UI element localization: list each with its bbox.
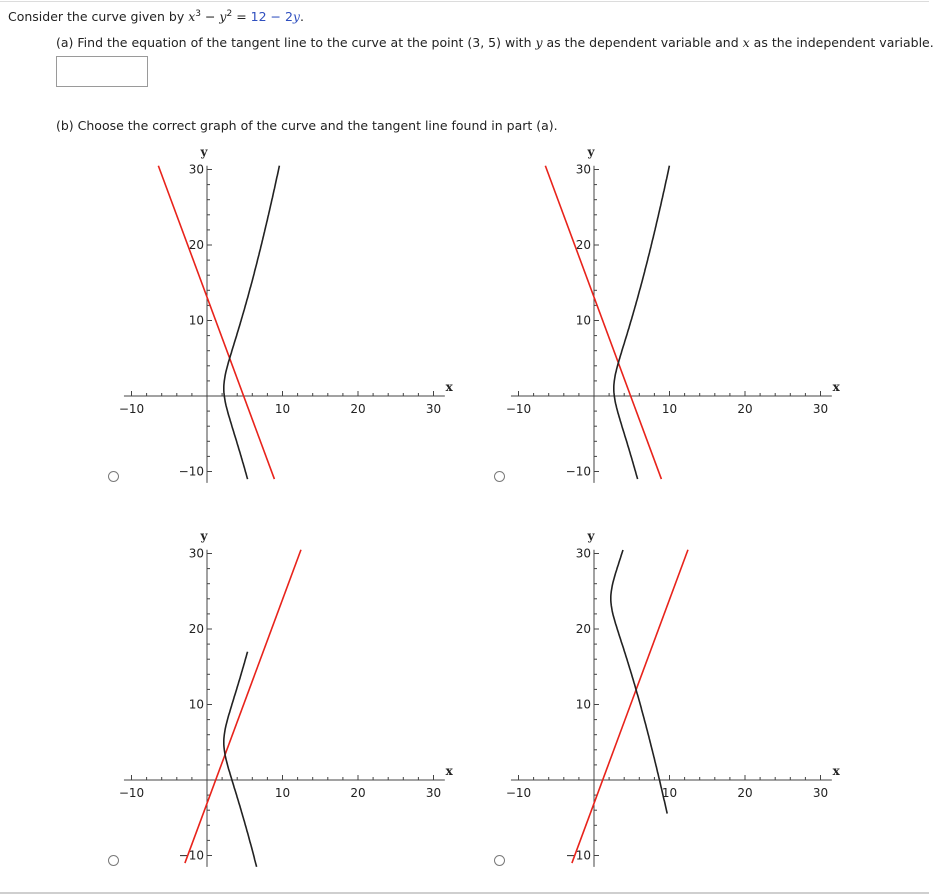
intro-minus: − [201,9,220,25]
option-a-x-tick-label: 10 [274,402,291,416]
intro-x-var: x [188,9,196,25]
option-d-x-tick-label: 20 [737,786,753,800]
option-b-x-tick-label: 10 [661,402,678,416]
option-b-x-tick-label: 30 [812,402,829,416]
part-b-prompt: (b) Choose the correct graph of the curve and the tangent line found in part (a). [56,118,558,133]
option-c-x-tick-label: −10 [118,786,145,800]
option-b-curve [614,166,670,479]
intro-rhs-var: y [292,9,300,25]
option-b-y-tick-label: 30 [575,162,591,177]
option-d-y-tick-label: 30 [575,546,591,561]
option-d-svg [497,522,840,867]
option-b-graph [497,138,840,483]
option-c-x-tick-label: 10 [274,786,291,800]
option-d-x-tick-label: 30 [812,786,829,800]
option-a-svg [110,138,453,483]
part-a-suffix: as the independent variable. [749,35,934,50]
option-c-y-tick-label: 30 [188,546,204,561]
intro-text: Consider the curve given by [8,9,189,25]
part-a-mid: as the dependent variable and [542,35,743,50]
option-c-x-tick-label: 20 [350,786,366,800]
option-a-y-tick-label: 20 [188,238,204,252]
intro-rhs: 12 − 2 [250,9,293,25]
option-a-y-tick-label: −10 [178,464,204,479]
option-a-x-tick-label: 20 [350,402,366,416]
option-d-y-axis-name: y [587,528,595,543]
option-a-tangent-line [158,166,274,479]
option-a-y-tick-label: 30 [188,162,204,177]
option-c-y-tick-label: 10 [188,697,204,712]
option-a-x-tick-label: −10 [118,402,145,416]
option-b-x-axis-name: x [832,380,840,394]
top-divider [0,1,929,2]
part-a-indep-var: x [742,35,750,50]
option-a-curve [224,166,280,479]
tangent-answer-input[interactable] [56,56,148,87]
part-a-text: (a) Find the equation of the tangent line to the curve at the point (3, 5) with [56,35,536,50]
intro-y-exp: 2 [226,9,233,19]
option-d-x-axis-name: x [832,764,840,778]
option-d-y-tick-label: 20 [575,622,591,636]
bottom-divider [0,892,929,894]
option-d-x-tick-label: −10 [505,786,532,800]
option-b-x-tick-label: −10 [505,402,532,416]
question-intro [8,9,304,24]
option-a-graph [110,138,453,483]
option-c-svg [110,522,453,867]
option-b-x-tick-label: 20 [737,402,753,416]
option-b-y-tick-label: −10 [565,464,591,479]
option-c-y-tick-label: −10 [178,848,204,863]
option-d-x-tick-label: 10 [661,786,678,800]
intro-equals: = [232,9,251,25]
option-b-y-tick-label: 10 [575,313,591,328]
option-c-x-axis-name: x [445,764,453,778]
option-a-x-axis-name: x [445,380,453,394]
option-a-y-axis-name: y [200,144,208,159]
option-b-tangent-line [545,166,661,479]
option-c-y-tick-label: 20 [188,622,204,636]
option-b-svg [497,138,840,483]
option-c-graph [110,522,453,867]
option-d-y-tick-label: 10 [575,697,591,712]
intro-end: . [299,9,304,25]
intro-y-var: y [219,9,227,25]
part-a-prompt [56,35,934,50]
part-a-dep-var: y [535,35,543,50]
option-b-y-axis-name: y [587,144,595,159]
option-d-y-tick-label: −10 [565,848,591,863]
option-d-graph [497,522,840,867]
option-c-x-tick-label: 30 [425,786,442,800]
option-c-y-axis-name: y [200,528,208,543]
option-a-x-tick-label: 30 [425,402,442,416]
option-b-y-tick-label: 20 [575,238,591,252]
intro-x-exp: 3 [195,9,201,19]
option-a-y-tick-label: 10 [188,313,204,328]
